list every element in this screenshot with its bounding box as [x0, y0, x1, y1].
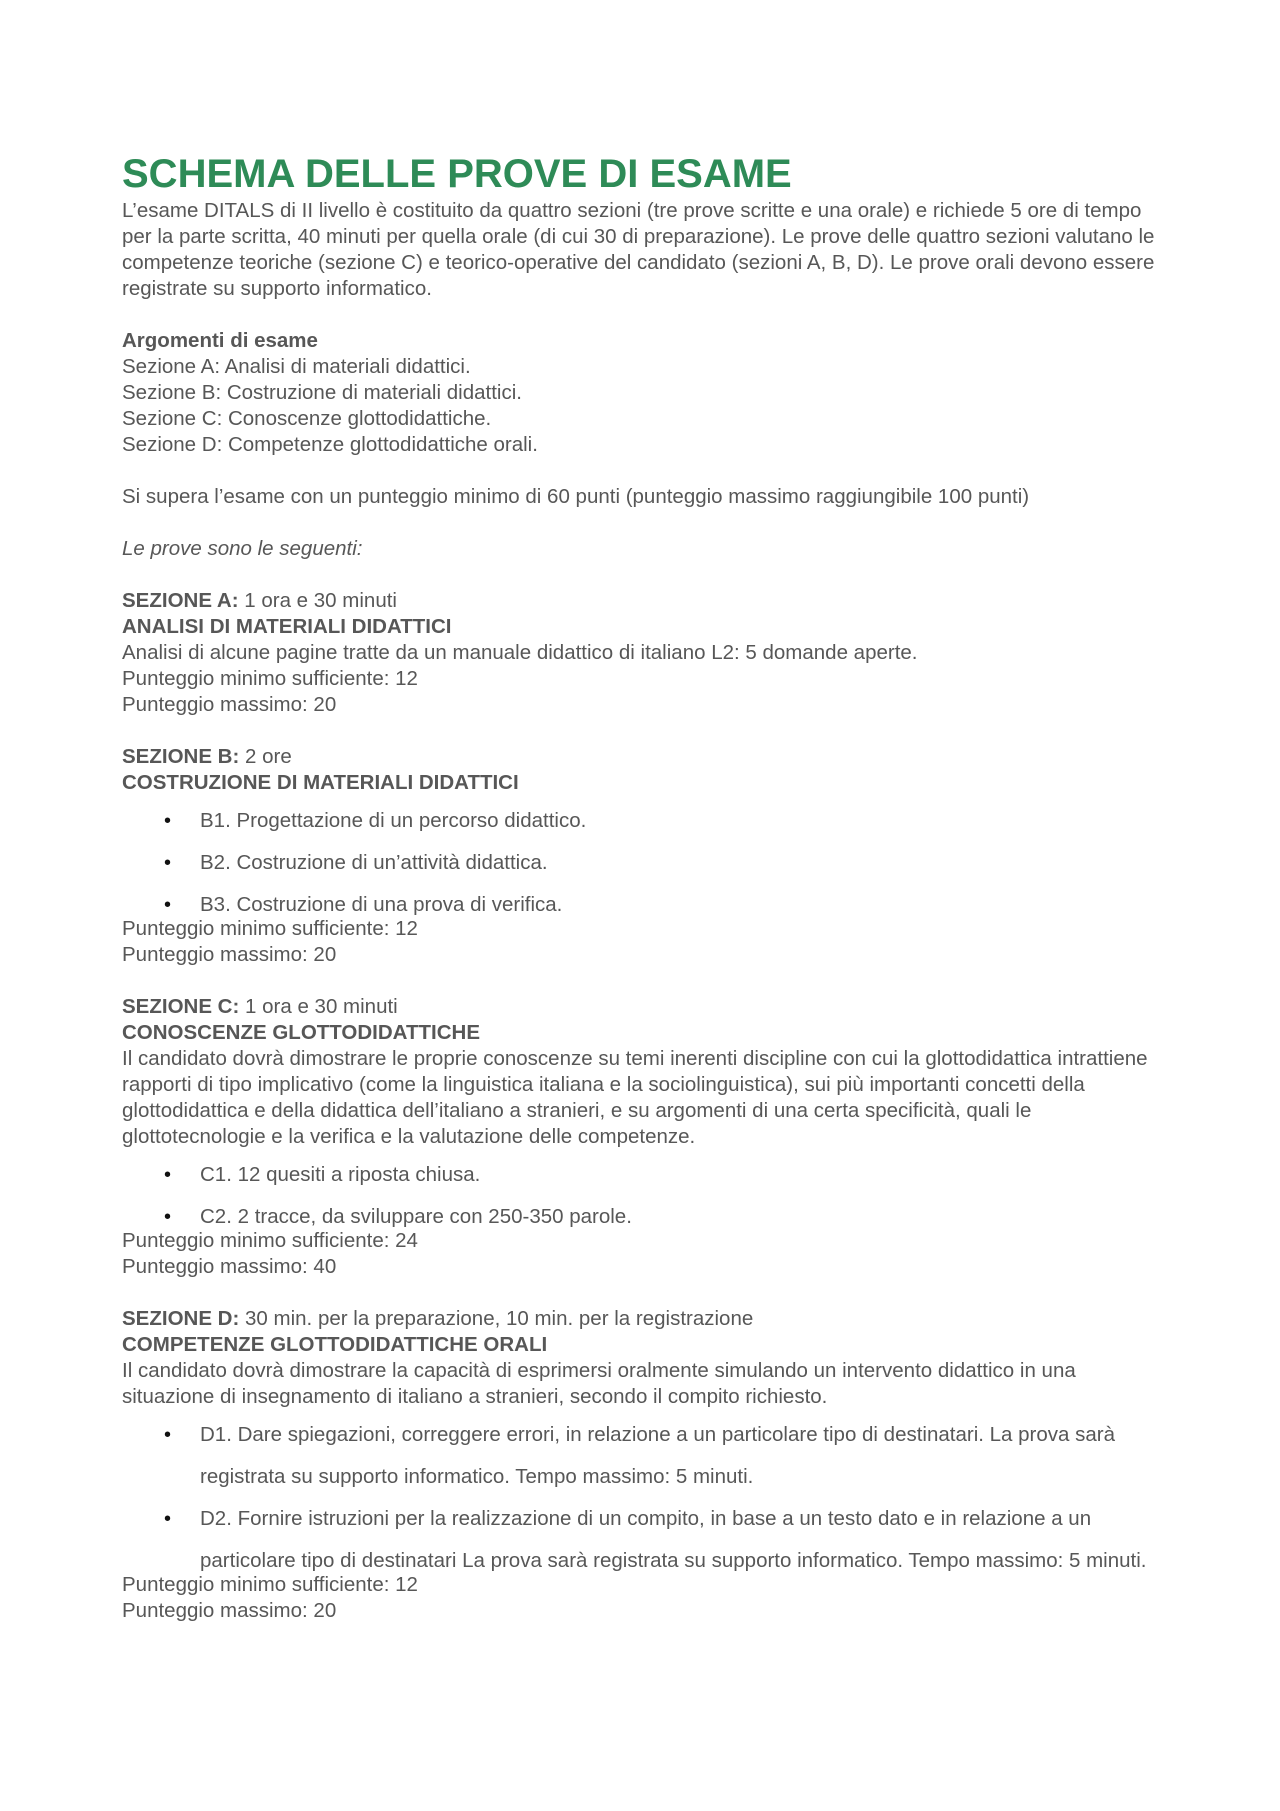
list-item [122, 1498, 1172, 1582]
section-b [122, 744, 1172, 968]
list-item-text: B2. Costruzione di un’attività didattica. [200, 851, 548, 874]
topic-item: Sezione C: Conoscenze glottodidattiche. [122, 407, 492, 430]
list-item [122, 1414, 1172, 1498]
section-a-label: SEZIONE A: [122, 589, 239, 612]
section-c-max-score: Punteggio massimo: 40 [122, 1255, 337, 1278]
list-item [122, 1196, 1172, 1238]
section-b-list [122, 800, 1172, 926]
topic-item: Sezione B: Costruzione di materiali didattici. [122, 381, 522, 404]
section-d-header [122, 1306, 1172, 1332]
section-d-name: COMPETENZE GLOTTODIDATTICHE ORALI [122, 1333, 548, 1356]
section-b-time: 2 ore [245, 745, 292, 768]
section-c [122, 994, 1172, 1280]
section-a-desc: Analisi di alcune pagine tratte da un manuale didattico di italiano L2: 5 domande aperte. [122, 641, 918, 664]
list-item-text: C2. 2 tracce, da sviluppare con 250-350 parole. [200, 1205, 632, 1228]
section-d-label: SEZIONE D: [122, 1307, 240, 1330]
list-item-text: B3. Costruzione di una prova di verifica. [200, 893, 563, 916]
lead-text: Le prove sono le seguenti: [122, 537, 363, 560]
document-page [122, 150, 1172, 1650]
list-item [122, 800, 1172, 842]
page-title: SCHEMA DELLE PROVE DI ESAME [122, 152, 792, 196]
section-a [122, 588, 1172, 718]
section-c-header [122, 994, 1172, 1020]
section-a-max-score: Punteggio massimo: 20 [122, 693, 337, 716]
section-a-time: 1 ora e 30 minuti [244, 589, 397, 612]
section-c-desc: Il candidato dovrà dimostrare le proprie conoscenze su temi inerenti discipline con cui la glottodidattica intrattiene rapporti di tipo implicativo (come la linguistica italiana e la sociolinguistica), sui più importanti concetti della glottodidattica e della didattica dell’italiano a stranieri, e su argomenti di una certa specificità, quali le glottotecnologie e la verifica e la valutazione delle competenze. [122, 1047, 1148, 1148]
section-d-time: 30 min. per la preparazione, 10 min. per la registrazione [245, 1307, 754, 1330]
section-d-desc: Il candidato dovrà dimostrare la capacità di esprimersi oralmente simulando un intervento didattico in una situazione di insegnamento di italiano a stranieri, secondo il compito richiesto. [122, 1359, 1076, 1408]
topic-item: Sezione A: Analisi di materiali didattici. [122, 355, 471, 378]
section-d-list [122, 1414, 1172, 1582]
list-item-text: D1. Dare spiegazioni, correggere errori, in relazione a un particolare tipo di destinatari. La prova sarà registrata su supporto informatico. Tempo massimo: 5 minuti. [200, 1423, 1116, 1488]
list-item-text: D2. Fornire istruzioni per la realizzazione di un compito, in base a un testo dato e in relazione a un particolare tipo di destinatari La prova sarà registrata su supporto informatico. Tempo massimo: 5 minuti. [200, 1507, 1147, 1572]
topics-heading: Argomenti di esame [122, 329, 318, 352]
section-b-min-score: Punteggio minimo sufficiente: 12 [122, 917, 418, 940]
bullet-icon: • [164, 1164, 172, 1186]
section-b-max-score: Punteggio massimo: 20 [122, 943, 337, 966]
section-c-min-score: Punteggio minimo sufficiente: 24 [122, 1229, 418, 1252]
bullet-icon: • [164, 894, 172, 916]
section-c-name: CONOSCENZE GLOTTODIDATTICHE [122, 1021, 480, 1044]
section-a-header [122, 588, 1172, 614]
section-c-label: SEZIONE C: [122, 995, 240, 1018]
bullet-icon: • [164, 1508, 172, 1530]
list-item-text: B1. Progettazione di un percorso didattico. [200, 809, 587, 832]
section-a-min-score: Punteggio minimo sufficiente: 12 [122, 667, 418, 690]
section-d [122, 1306, 1172, 1624]
bullet-icon: • [164, 852, 172, 874]
list-item [122, 1154, 1172, 1196]
section-b-header [122, 744, 1172, 770]
intro-paragraph: L’esame DITALS di II livello è costituito da quattro sezioni (tre prove scritte e una orale) e richiede 5 ore di tempo per la parte scritta, 40 minuti per quella orale (di cui 30 di preparazione). Le prove delle quattro sezioni valutano le competenze teoriche (sezione C) e teorico-operative del candidato (sezioni A, B, D). Le prove orali devono essere registrate su supporto informatico. [122, 199, 1155, 300]
bullet-icon: • [164, 810, 172, 832]
list-item-text: C1. 12 quesiti a riposta chiusa. [200, 1163, 481, 1186]
section-c-list [122, 1154, 1172, 1238]
section-b-label: SEZIONE B: [122, 745, 240, 768]
section-b-name: COSTRUZIONE DI MATERIALI DIDATTICI [122, 771, 519, 794]
pass-note: Si supera l’esame con un punteggio minimo di 60 punti (punteggio massimo raggiungibile 100 punti) [122, 485, 1030, 508]
topic-item: Sezione D: Competenze glottodidattiche orali. [122, 433, 538, 456]
list-item [122, 842, 1172, 884]
list-item [122, 884, 1172, 926]
section-c-time: 1 ora e 30 minuti [245, 995, 398, 1018]
section-a-name: ANALISI DI MATERIALI DIDATTICI [122, 615, 452, 638]
section-d-max-score: Punteggio massimo: 20 [122, 1599, 337, 1622]
bullet-icon: • [164, 1206, 172, 1228]
topics-block [122, 328, 1172, 458]
bullet-icon: • [164, 1424, 172, 1446]
section-d-min-score: Punteggio minimo sufficiente: 12 [122, 1573, 418, 1596]
